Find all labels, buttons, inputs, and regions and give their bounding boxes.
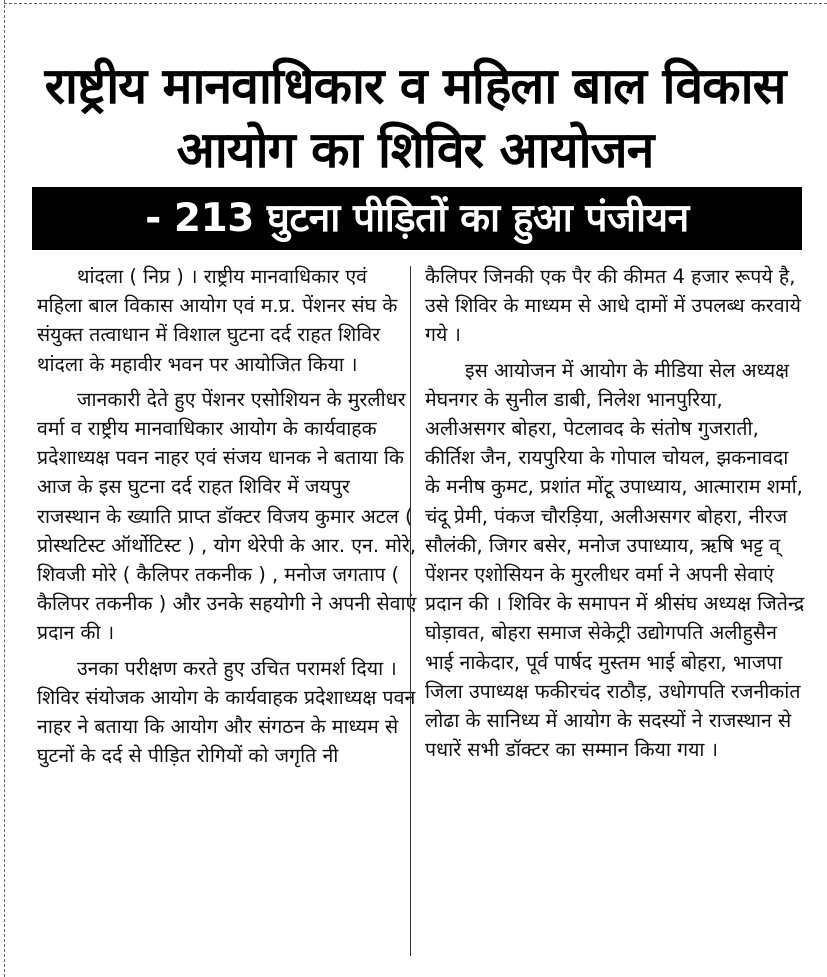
article-column-left xyxy=(37,262,417,967)
clipping-cut-line-left xyxy=(4,0,5,977)
article-subheadline: - 213 घुटना पीड़ितों का हुआ पंजीयन xyxy=(32,187,802,250)
article-paragraph: जानकारी देते हुए पेंशनर एसोशियन के मुरलीधर वर्मा व राष्ट्रीय मानवाधिकार आयोग के कार्यवाहक प्रदेशाध्यक्ष पवन नाहर एवं संजय धानक ने बताया कि आज के इस घुटना दर्द राहत शिविर में जयपुर राजस्थान के ख्याति प्राप्त डॉक्टर विजय कुमार अटल ( प्रोस्थटिस्ट ऑर्थोटिस्ट ) , योग थेरेपी के आर. एन. मोरे, शिवजी मोरे ( कैलिपर तकनीक ) , मनोज जगताप ( कैलिपर तकनीक ) और उनके सहयोगी ने अपनी सेवाएं प्रदान की । xyxy=(37,387,417,645)
column-divider xyxy=(410,266,411,956)
article-paragraph: थांदला ( निप्र ) । राष्ट्रीय मानवाधिकार एवं महिला बाल विकास आयोग एवं म.प्र. पेंशनर संघ के संयुक्त तत्वाधान में विशाल घुटना दर्द राहत शिविर थांदला के महावीर भवन पर आयोजित किया । xyxy=(37,265,398,376)
article-column-right xyxy=(425,262,805,967)
article-headline: राष्ट्रीय मानवाधिकार व महिला बाल विकास आयोग का शिविर आयोजन xyxy=(44,56,786,179)
article-paragraph: इस आयोजन में आयोग के मीडिया सेल अध्यक्ष मेघनगर के सुनील डाबी, निलेश भानपुरिया, अलीअसगर बोहरा, पेटलावद के संतोष गुजराती, कीर्तिश जैन, रायपुरिया के गोपाल चोयल, झकनावदा के मनीष कुमट, प्रशांत मोंटू उपाध्याय, आत्माराम शर्मा, चंदू प्रेमी, पंकज चौरड़िया, अलीअसगर बोहरा, नीरज सौलंकी, जिगर बसेर, मनोज उपाध्याय, ऋषि भट्ट व् पेंशनर एशोसियन के मुरलीधर वर्मा ने अपनी सेवाएं प्रदान की । शिविर के समापन में श्रीसंघ अध्यक्ष जितेन्द्र घोड़ावत, बोहरा समाज सेकेट्री उद्योगपति अलीहुसैन भाई नाकेदार, पूर्व पार्षद मुस्तम भाई बोहरा, भाजपा जिला उपाध्यक्ष फकीरचंद राठौड़, उधोगपति रजनीकांत लोढा के सानिध्य में आयोग के सदस्यों ने राजस्थान से पधारें सभी डॉक्टर का सम्मान किया गया । xyxy=(425,358,805,762)
article-paragraph: कैलिपर जिनकी एक पैर की कीमत 4 हजार रूपये है, उसे शिविर के माध्यम से आधे दामों में उपलब्ध करवाये गये । xyxy=(425,265,801,347)
article-paragraph: उनका परीक्षण करते हुए उचित परामर्श दिया । शिविर संयोजक आयोग के कार्यवाहक प्रदेशाध्यक्ष पवन नाहर ने बताया कि आयोग और संगठन के माध्यम से घुटनों के दर्द से पीड़ित रोगियों को जगृति नी xyxy=(37,656,416,768)
clipping-cut-line-top xyxy=(4,3,827,4)
